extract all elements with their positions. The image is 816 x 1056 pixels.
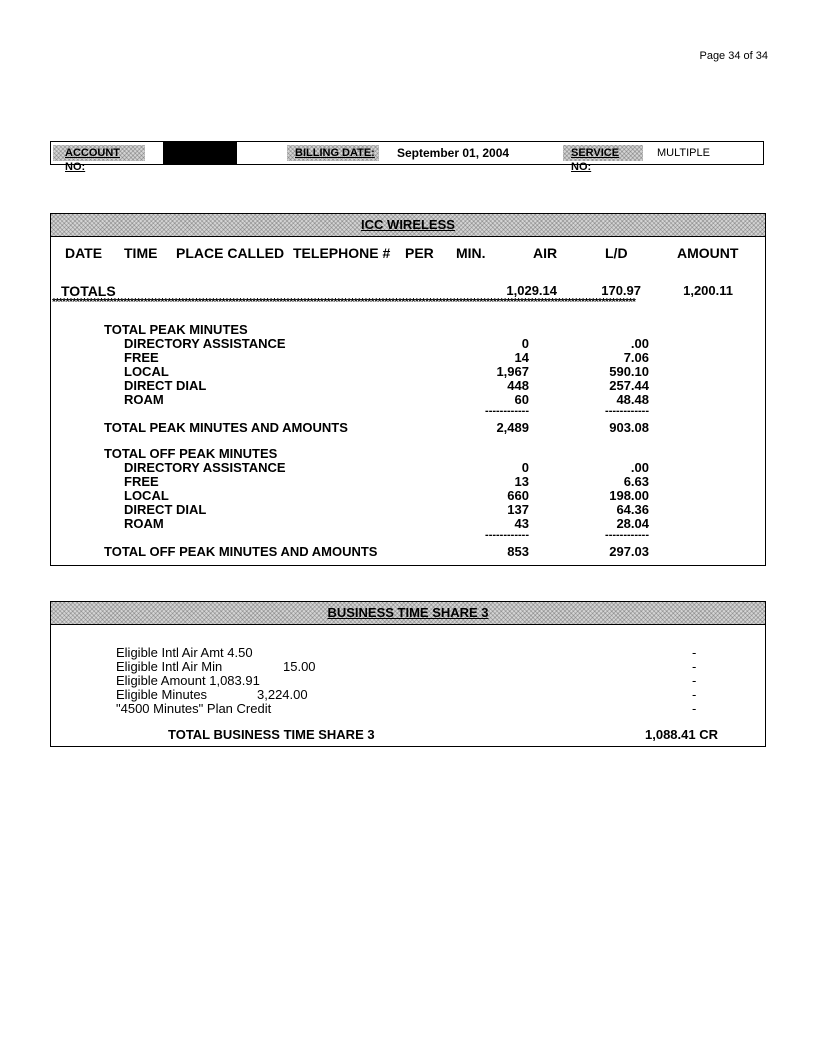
peak-total-min: 2,489 <box>496 420 529 435</box>
col-ld: L/D <box>605 245 628 261</box>
peak-title: TOTAL PEAK MINUTES <box>104 322 248 337</box>
peak-row-amt: 257.44 <box>609 378 649 393</box>
bts-row-dash: - <box>692 645 697 660</box>
service-label-cell <box>563 145 643 173</box>
service-no-value: MULTIPLE <box>657 147 710 159</box>
offpeak-row-amt: .00 <box>630 460 649 475</box>
icc-wireless-section <box>50 213 766 566</box>
offpeak-row-amt: 64.36 <box>616 502 649 517</box>
service-no-label: SERVICE NO: <box>571 147 620 173</box>
peak-row-min: 0 <box>521 336 529 351</box>
col-time: TIME <box>124 245 158 261</box>
offpeak-row-label: LOCAL <box>124 488 169 503</box>
bts-row-label: Eligible Amount 1,083.91 <box>116 673 260 688</box>
col-place-called: PLACE CALLED <box>176 245 285 261</box>
peak-row-amt: 48.48 <box>616 392 649 407</box>
billing-date-label: BILLING DATE: <box>295 147 375 159</box>
offpeak-row-amt: 6.63 <box>623 474 649 489</box>
peak-row-label: ROAM <box>124 392 164 407</box>
bts-row-value: 3,224.00 <box>257 687 308 702</box>
col-date: DATE <box>65 245 103 261</box>
peak-row-min: 448 <box>507 378 529 393</box>
offpeak-row-label: DIRECT DIAL <box>124 502 207 517</box>
bts-total-label: TOTAL BUSINESS TIME SHARE 3 <box>168 727 375 742</box>
page-number: Page 34 of 34 <box>699 50 768 62</box>
account-bar <box>50 141 764 173</box>
peak-row-amt: 7.06 <box>623 350 649 365</box>
peak-total-label: TOTAL PEAK MINUTES AND AMOUNTS <box>104 420 348 435</box>
peak-dashes-amt: ------------ <box>605 405 649 417</box>
icc-wireless-header <box>51 214 765 237</box>
peak-row-amt: .00 <box>630 336 649 351</box>
billing-date-value: September 01, 2004 <box>397 146 510 160</box>
col-air: AIR <box>533 245 558 261</box>
offpeak-row-min: 137 <box>507 502 529 517</box>
bts-row-label: Eligible Intl Air Min <box>116 659 223 674</box>
peak-row-min: 14 <box>514 350 529 365</box>
bts-total-value: 1,088.41 CR <box>645 727 718 742</box>
offpeak-row-label: DIRECTORY ASSISTANCE <box>124 460 286 475</box>
account-label-cell <box>53 145 145 173</box>
peak-row-label: DIRECT DIAL <box>124 378 207 393</box>
offpeak-total-min: 853 <box>507 544 529 559</box>
totals-label: TOTALS <box>61 283 116 299</box>
bts-row-dash: - <box>692 687 697 702</box>
account-number-redacted <box>163 142 237 164</box>
offpeak-row-min: 0 <box>521 460 529 475</box>
icc-wireless-title: ICC WIRELESS <box>361 217 455 232</box>
business-time-share-title: BUSINESS TIME SHARE 3 <box>327 605 489 620</box>
offpeak-row-min: 43 <box>514 516 529 531</box>
offpeak-title: TOTAL OFF PEAK MINUTES <box>104 446 278 461</box>
totals-air: 1,029.14 <box>506 283 557 298</box>
offpeak-dashes-min: ------------ <box>485 529 529 541</box>
col-per: PER <box>405 245 434 261</box>
bts-row-label: Eligible Intl Air Amt 4.50 <box>116 645 253 660</box>
separator-stars: **************************************************************************************************************************************************************************** <box>52 297 636 308</box>
peak-row-min: 1,967 <box>496 364 529 379</box>
bts-row-dash: - <box>692 673 697 688</box>
offpeak-row-label: ROAM <box>124 516 164 531</box>
bts-row-label: Eligible Minutes <box>116 687 208 702</box>
offpeak-total-label: TOTAL OFF PEAK MINUTES AND AMOUNTS <box>104 544 378 559</box>
business-time-share-header <box>51 602 765 625</box>
totals-ld: 170.97 <box>601 283 641 298</box>
offpeak-row-amt: 198.00 <box>609 488 649 503</box>
bts-row-label: "4500 Minutes" Plan Credit <box>116 701 272 716</box>
peak-row-min: 60 <box>514 392 529 407</box>
offpeak-row-label: FREE <box>124 474 159 489</box>
peak-dashes-min: ------------ <box>485 405 529 417</box>
col-amount: AMOUNT <box>677 245 739 261</box>
offpeak-row-min: 660 <box>507 488 529 503</box>
offpeak-row-amt: 28.04 <box>616 516 649 531</box>
offpeak-dashes-amt: ------------ <box>605 529 649 541</box>
totals-amount: 1,200.11 <box>683 283 733 298</box>
account-label: ACCOUNT NO: <box>65 147 120 173</box>
offpeak-total-amt: 297.03 <box>609 544 649 559</box>
business-time-share-section <box>50 601 766 747</box>
peak-row-label: DIRECTORY ASSISTANCE <box>124 336 286 351</box>
billing-label-cell <box>287 145 379 161</box>
peak-total-amt: 903.08 <box>609 420 649 435</box>
bts-row-dash: - <box>692 701 697 716</box>
peak-row-label: FREE <box>124 350 159 365</box>
peak-row-amt: 590.10 <box>609 364 649 379</box>
bts-row-dash: - <box>692 659 697 674</box>
offpeak-row-min: 13 <box>514 474 529 489</box>
bts-row-value: 15.00 <box>283 659 316 674</box>
peak-row-label: LOCAL <box>124 364 169 379</box>
col-telephone: TELEPHONE # <box>293 245 391 261</box>
col-min: MIN. <box>456 245 486 261</box>
